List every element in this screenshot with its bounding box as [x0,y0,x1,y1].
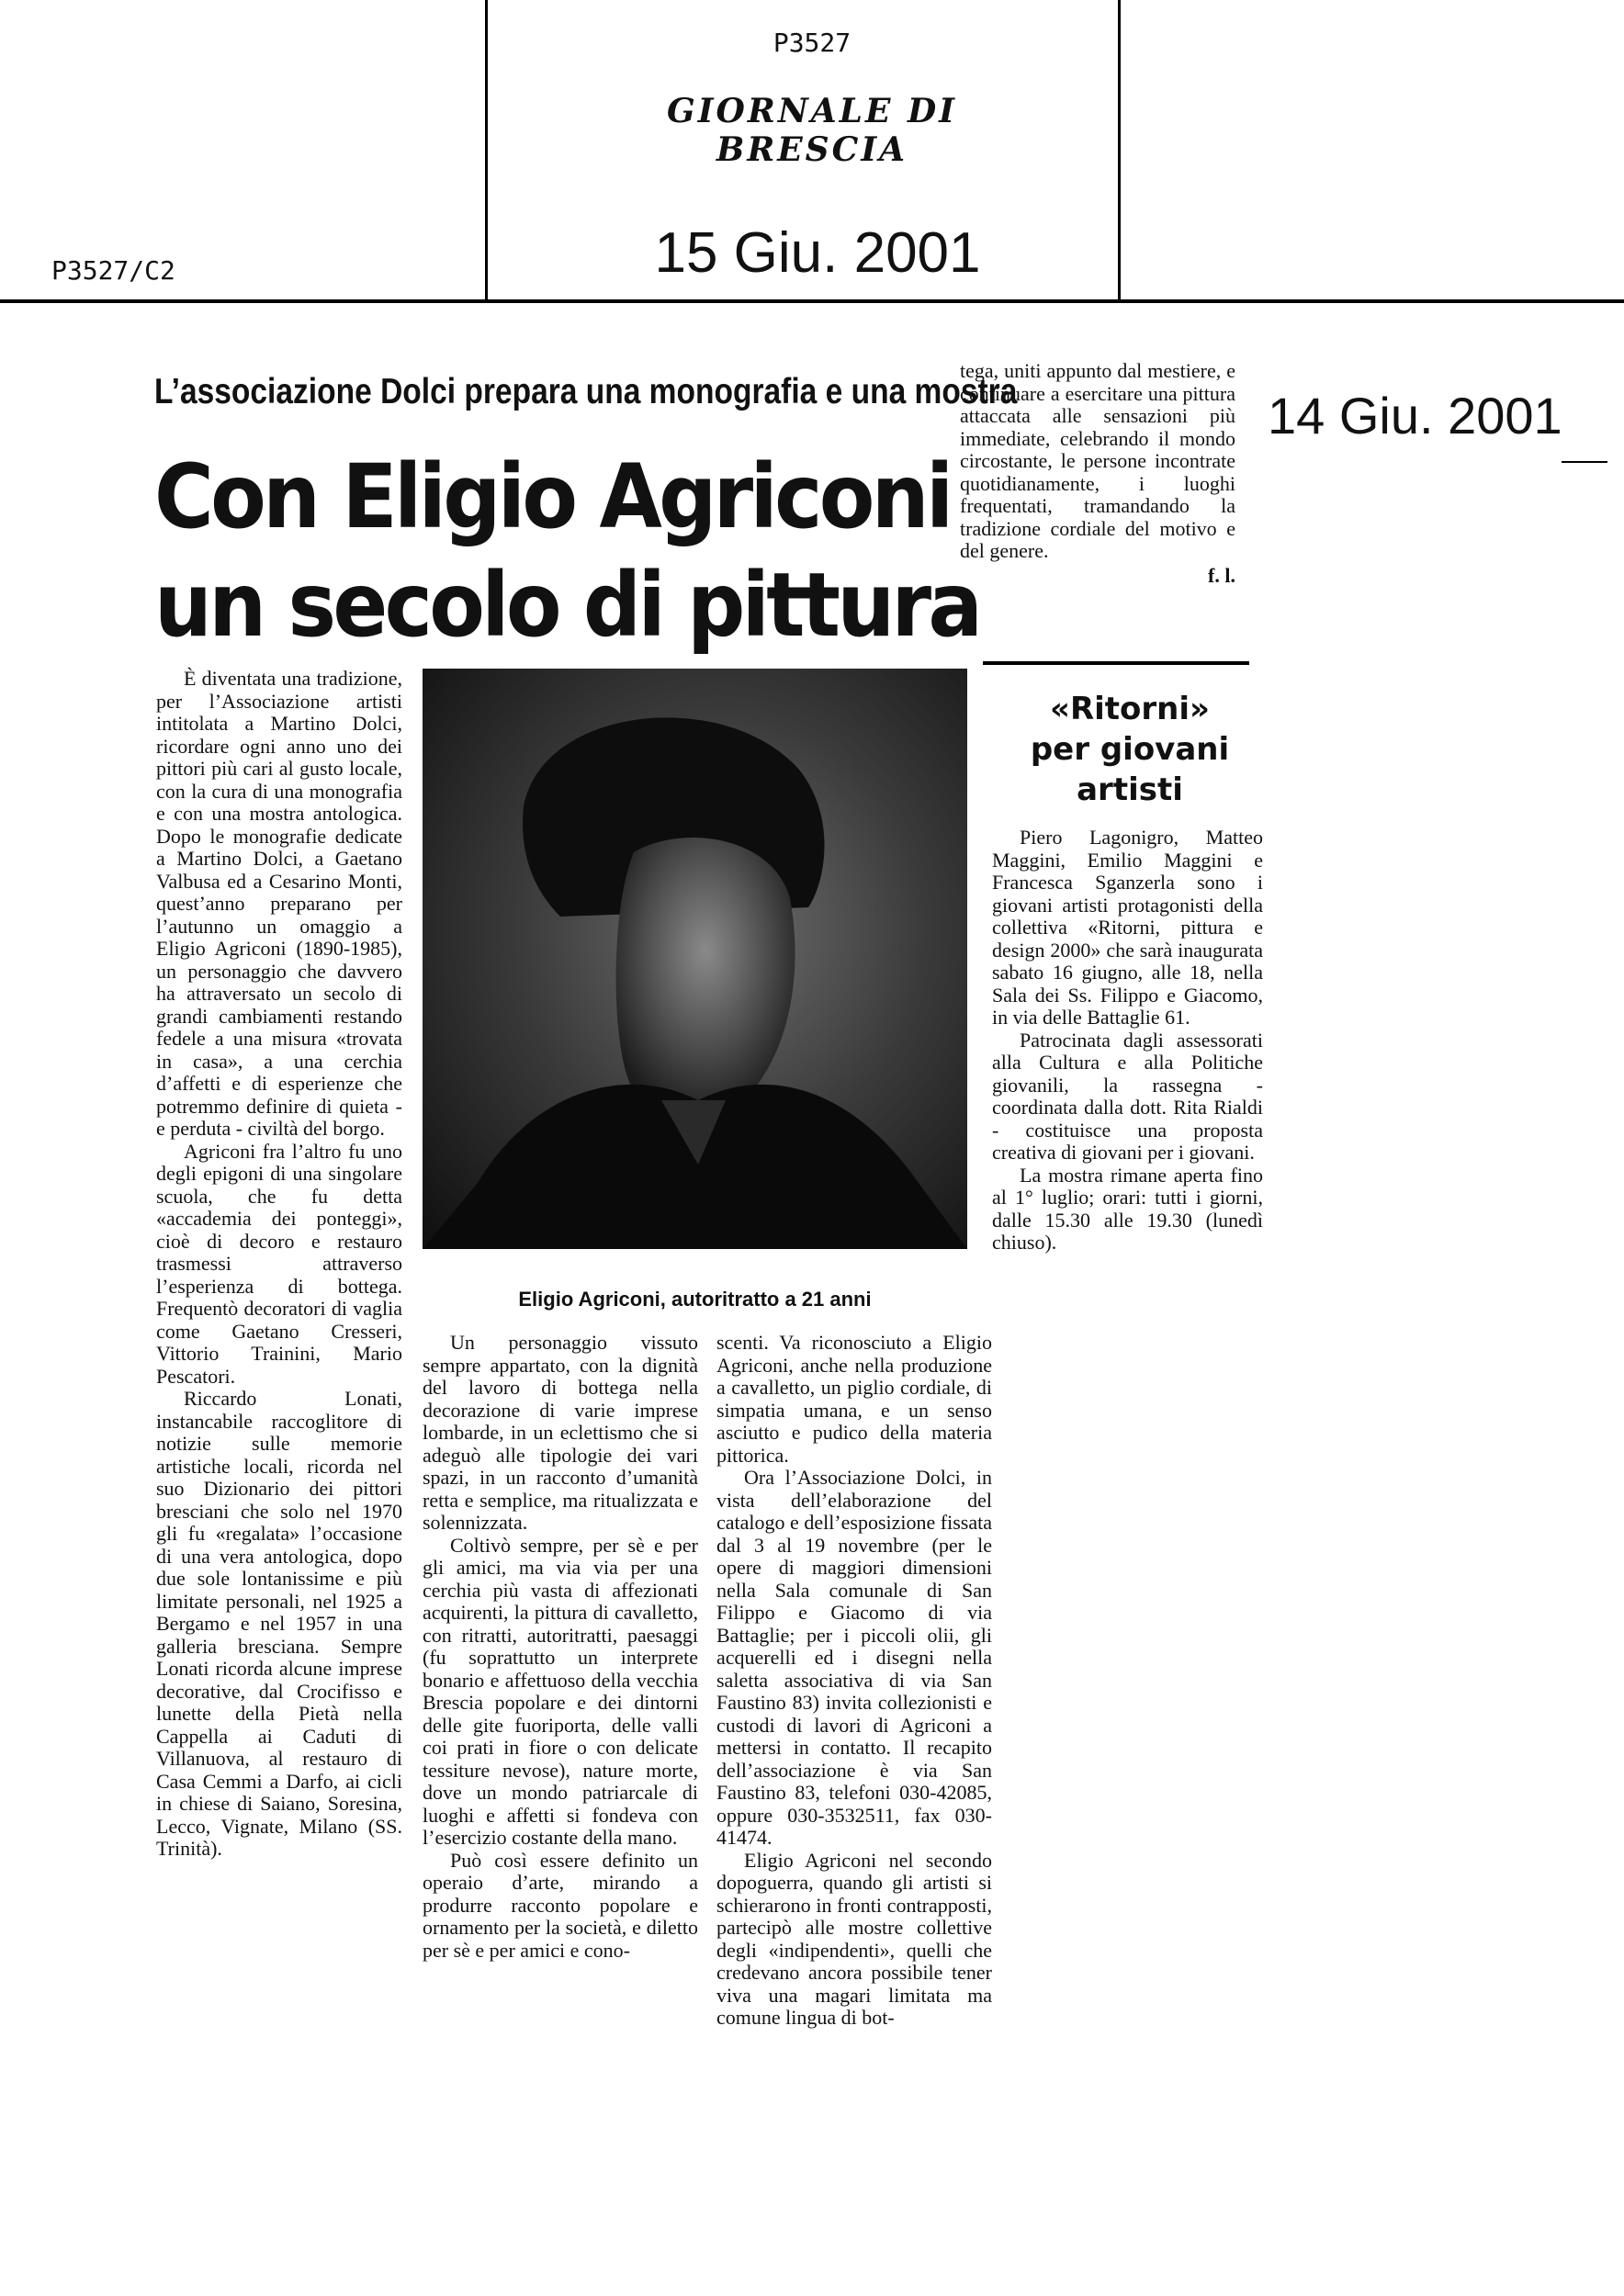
sidebar-title-line-3: artisti [1077,771,1183,808]
stamp-divider-right [1118,0,1121,301]
sidebar-body [992,827,1263,1255]
article-paragraph: Agriconi fra l’altro fu uno degli epigoni di una singolare scuola, che fu detta «accademia dei ponteggi», cioè di decoro e restauro trasmessi attraverso l’esperienza di bottega. Frequentò decoratori di vaglia come Gaetano Cresseri, Vittorio Trainini, Mario Pescatori. [156,1139,402,1388]
sidebar-title [992,689,1268,810]
article-column-4 [960,360,1235,587]
sidebar-paragraph: Piero Lagonigro, Matteo Maggini, Emilio Maggini e Francesca Sganzerla sono i giovani artisti protagonisti della collettiva «Ritorni, pittura e design 2000» che sarà inaugurata sabato 16 giugno, alle 18, nella Sala dei Ss. Filippo e Giacomo, in via delle Battaglie 61. [992,826,1263,1029]
section-divider [983,661,1249,665]
side-date: 14 Giu. 2001 [1268,387,1562,445]
newspaper-masthead: GIORNALE DI BRESCIA [666,92,958,169]
stamp-code-left: P3527/C2 [51,255,175,286]
stamp-code-top: P3527 [773,28,851,58]
article-column-3 [716,1332,992,2030]
author-signature: f. l. [1208,563,1235,587]
article-paragraph: Ora l’Associazione Dolci, in vista dell’elaborazione del catalogo e dell’esposizione fissata dal 3 al 19 novembre (per le opere di maggiori dimensioni nella Sala comunale di San Filippo e Giacomo di via Battaglie; per i piccoli olii, gli acquerelli ed i disegni nella saletta associativa di via San Faustino 83) invita collezionisti e custodi di lavori di Agriconi a mettersi in contatto. Il recapito dell’associazione è via San Faustino 83, telefoni 030-42085, oppure 030-3532511, fax 030-41474. [716,1466,992,1849]
headline-line-1: Con Eligio Agriconi [154,445,951,548]
side-date-rule [1562,461,1607,463]
sidebar-title-line-2: per giovani [1030,731,1230,768]
article-paragraph: tega, uniti appunto dal mestiere, e continuare a esercitare una pittura attaccata alle sensazioni più immediate, celebrando il mondo circostante, le persone incontrate quotidianamente, i luoghi frequentati, tramandando la tradizione cordiale del motivo e del genere. [960,359,1235,562]
headline-kicker: L’associazione Dolci prepara una monografia e una mostra [154,372,1018,411]
stamp-date: 15 Giu. 2001 [654,221,981,285]
sidebar-paragraph: La mostra rimane aperta fino al 1° luglio; orari: tutti i giorni, dalle 15.30 alle 19.30 (lunedì chiuso). [992,1163,1263,1254]
sidebar-paragraph: Patrocinata dagli assessorati alla Cultura e alla Politiche giovanili, la rassegna - coordinata dalla dott. Rita Rialdi - costituisce una proposta creativa di giovani per i giovani. [992,1028,1263,1164]
stamp-divider-left [485,0,488,301]
article-paragraph: È diventata una tradizione, per l’Associazione artisti intitolata a Martino Dolci, ricordare ogni anno uno dei pittori più cari al gusto locale, con la cura di una monografia e con una mostra antologica. Dopo le monografie dedicate a Martino Dolci, a Gaetano Valbusa ed a Cesarino Monti, quest’anno preparano per l’autunno un omaggio a Eligio Agriconi (1890-1985), un personaggio che davvero ha attraversato un secolo di grandi cambiamenti restando fedele a una misura «trovata in casa», a una cerchia d’affetti e di esperienze che potremmo definire di quieta - e perduta - civiltà del borgo. [156,667,402,1140]
sidebar-title-line-1: «Ritorni» [1049,691,1210,727]
article-paragraph: Riccardo Lonati, instancabile raccoglitore di notizie sulle memorie artistiche locali, ricorda nel suo Dizionario dei pittori bresciani che solo nel 1970 gli fu «regalata» l’occasione di una vera antologica, dopo due sole lontanissime e più limitate personali, nel 1925 a Bergamo e nel 1957 in una galleria bresciana. Sempre Lonati ricorda alcune imprese decorative, dal Crocifisso e lunette della Pietà nella Cappella ai Caduti di Villanuova, al restauro di Casa Cemmi a Darfo, ai cicli in chiese di Saiano, Soresina, Lecco, Vignate, Milano (SS. Trinità). [156,1387,402,1860]
article-paragraph: scenti. Va riconosciuto a Eligio Agriconi, anche nella produzione a cavalletto, un piglio cordiale, di simpatia umana, e un senso asciutto e pudico della materia pittorica. [716,1331,992,1467]
article-column-2 [423,1332,698,1962]
photo-caption: Eligio Agriconi, autoritratto a 21 anni [518,1288,872,1311]
article-paragraph: Coltivò sempre, per sè e per gli amici, ma via via per una cerchia più vasta di affezionati acquirenti, la pittura di cavalletto, con ritratti, autoritratti, paesaggi (fu soprattutto un interprete bonario e affettuoso della vecchia Brescia popolare e dei dintorni delle gite fuoriporta, delle valli coi prati in fiore o con delicate tessiture nevose), nature morte, dove un mondo patriarcale di luoghi e affetti si fondeva con l’esercizio costante della mano. [423,1533,698,1849]
article-paragraph: Può così essere definito un operaio d’arte, mirando a produrre racconto popolare e ornamento per la società, e diletto per sè e per amici e cono- [423,1848,698,1962]
stamp-bottom-rule [0,299,1624,303]
portrait-image [423,669,967,1249]
headline [154,443,980,659]
headline-line-2: un secolo di pittura [154,554,980,657]
portrait-photo [423,669,967,1249]
article-paragraph: Eligio Agriconi nel secondo dopoguerra, quando gli artisti si schierarono in fronti contrapposti, partecipò alle mostre collettive degli «indipendenti», quelli che credevano ancora possibile tener viva una magari limitata ma comune lingua di bot- [716,1848,992,2029]
article-paragraph: Un personaggio vissuto sempre appartato, con la dignità del lavoro di bottega nella decorazione di varie imprese lombarde, in un eclettismo che si adeguò alle tipologie dei vari spazi, in un racconto d’umanità retta e semplice, ma ritualizzata e solennizzata. [423,1331,698,1534]
article-column-1 [156,668,402,1861]
